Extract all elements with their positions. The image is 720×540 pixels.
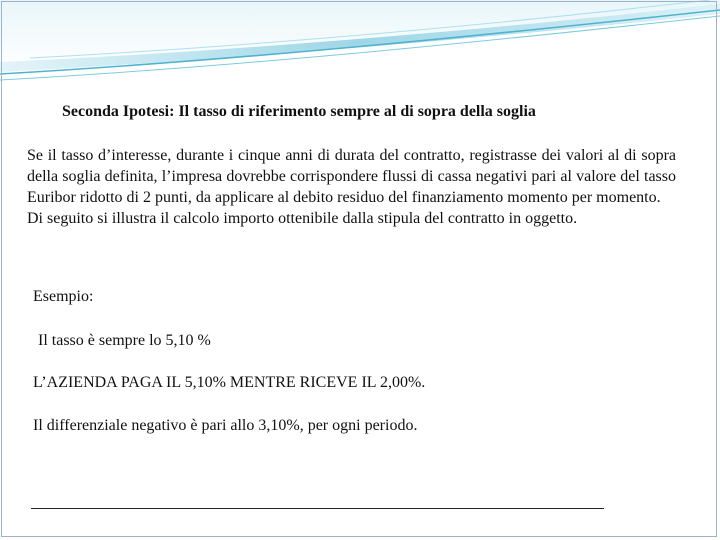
paragraph-text: Se il tasso d’interesse, durante i cinque anni di durata del contratto, registrasse dei valori al di sopra della soglia definita, l’impresa dovrebbe corrispondere flussi di cassa negativi pari al valore del tasso Euribor ridotto di 2 punti, da applicare al debito residuo del finanziamento momento per momento. (27, 147, 676, 206)
company-line: L’AZIENDA PAGA IL 5,10% MENTRE RICEVE IL 2,00%. (33, 374, 426, 391)
example-label: Esempio: (33, 288, 94, 305)
body-paragraph (27, 145, 676, 229)
slide-title: Seconda Ipotesi: Il tasso di riferimento sempre al di sopra della soglia (62, 103, 536, 120)
footer-rule (31, 508, 604, 509)
header-wave-decoration (0, 0, 720, 95)
rate-line: Il tasso è sempre lo 5,10 % (38, 332, 211, 349)
paragraph-last-line: Di seguito si illustra il calcolo importo ottenibile dalla stipula del contratto in oggetto. (27, 210, 578, 227)
differential-line: Il differenziale negativo è pari allo 3,10%, per ogni periodo. (33, 417, 418, 434)
